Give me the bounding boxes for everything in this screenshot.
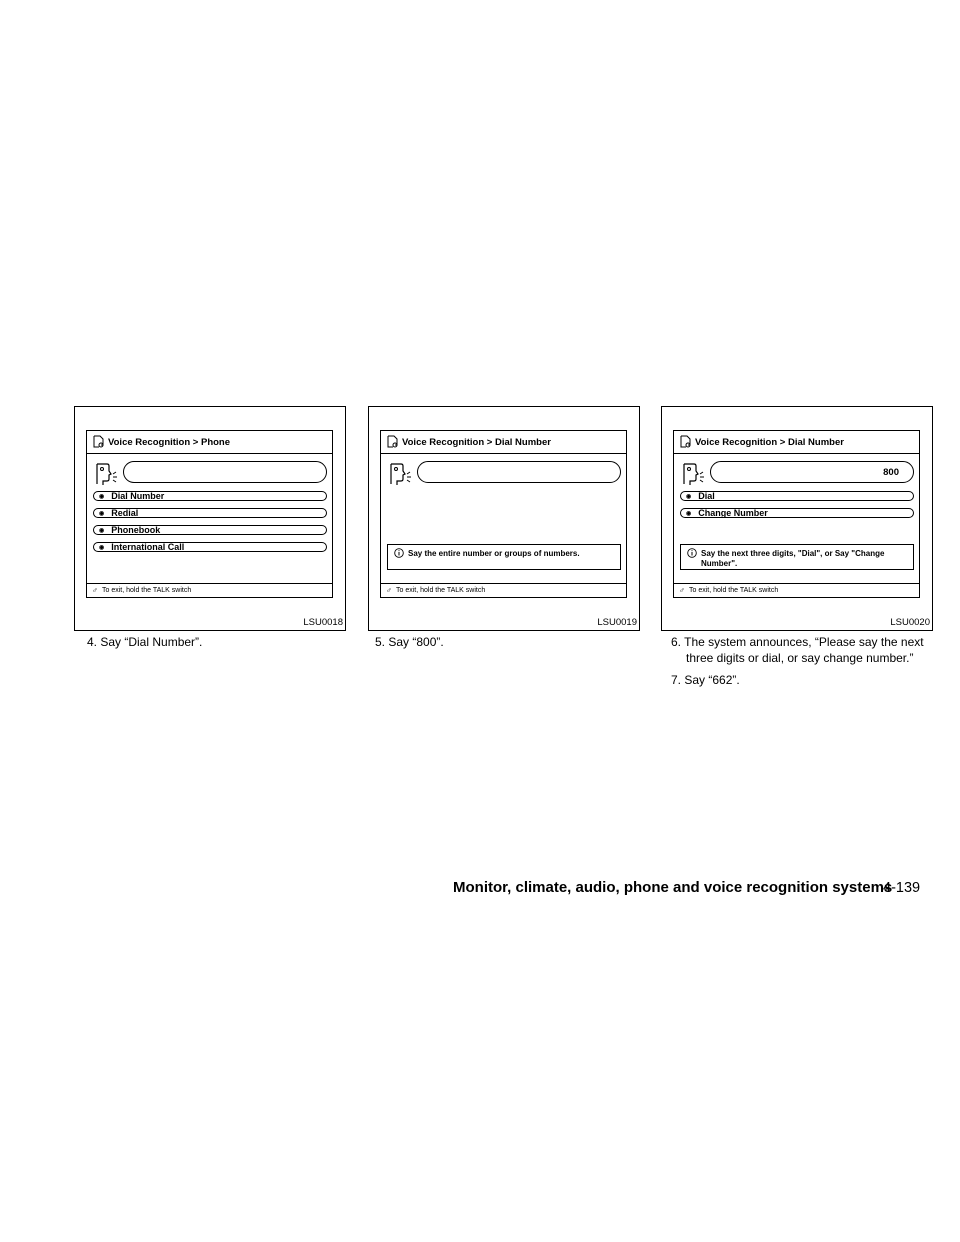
voice-screen [380, 430, 627, 598]
speech-option-icon: ◉ [686, 510, 692, 517]
screen-header [87, 431, 332, 454]
voice-recognition-icon [386, 435, 400, 449]
screen-title: Voice Recognition > Dial Number [695, 436, 844, 448]
screen-footer: ♂ To exit, hold the TALK switch [87, 583, 332, 597]
speech-option-icon: ◉ [99, 510, 105, 517]
figure-lsu0019 [368, 406, 640, 631]
step-6-line-1: 6. The system announces, “Please say the next [671, 635, 924, 649]
step-6-line-2: three digits or dial, or say change number.” [686, 651, 914, 665]
info-icon [394, 548, 404, 558]
option-change-number[interactable]: ◉ Change Number [680, 508, 914, 518]
screen-title: Voice Recognition > Dial Number [402, 436, 551, 448]
screen-footer: ♂ To exit, hold the TALK switch [674, 583, 919, 597]
option-dial-number[interactable]: ◉ Dial Number [93, 491, 327, 501]
speech-bubble: 800 [710, 461, 914, 483]
speaking-head-icon [93, 461, 121, 487]
figure-code: LSU0018 [303, 617, 343, 628]
talk-switch-icon: ♂ [92, 586, 98, 595]
speaking-head-icon [680, 461, 708, 487]
voice-screen [673, 430, 920, 598]
speech-option-icon: ◉ [686, 493, 692, 500]
step-7: 7. Say “662”. [671, 673, 740, 687]
speaking-head-icon [387, 461, 415, 487]
screen-footer: ♂ To exit, hold the TALK switch [381, 583, 626, 597]
screen-header [674, 431, 919, 454]
step-5: 5. Say “800”. [375, 635, 444, 649]
speech-bubble [123, 461, 327, 483]
screen-header [381, 431, 626, 454]
hint-box: Say the next three digits, "Dial", or Say "Change Number". [680, 544, 914, 570]
option-dial[interactable]: ◉ Dial [680, 491, 914, 501]
voice-recognition-icon [92, 435, 106, 449]
option-phonebook[interactable]: ◉ Phonebook [93, 525, 327, 535]
step-4: 4. Say “Dial Number”. [87, 635, 203, 649]
option-redial[interactable]: ◉ Redial [93, 508, 327, 518]
speech-option-icon: ◉ [99, 493, 105, 500]
speech-option-icon: ◉ [99, 544, 105, 551]
figure-lsu0020 [661, 406, 933, 631]
voice-recognition-icon [679, 435, 693, 449]
talk-switch-icon: ♂ [386, 586, 392, 595]
screen-title: Voice Recognition > Phone [108, 436, 231, 448]
figure-code: LSU0019 [597, 617, 637, 628]
section-title: Monitor, climate, audio, phone and voice recognition systems [453, 879, 893, 896]
hint-box: Say the entire number or groups of numbers. [387, 544, 621, 570]
speech-bubble [417, 461, 621, 483]
talk-switch-icon: ♂ [679, 586, 685, 595]
info-icon [687, 548, 697, 558]
option-international-call[interactable]: ◉ International Call [93, 542, 327, 552]
speech-option-icon: ◉ [99, 527, 105, 534]
page-number: 4-139 [883, 880, 921, 896]
voice-screen [86, 430, 333, 598]
figure-code: LSU0020 [890, 617, 930, 628]
figure-lsu0018 [74, 406, 346, 631]
